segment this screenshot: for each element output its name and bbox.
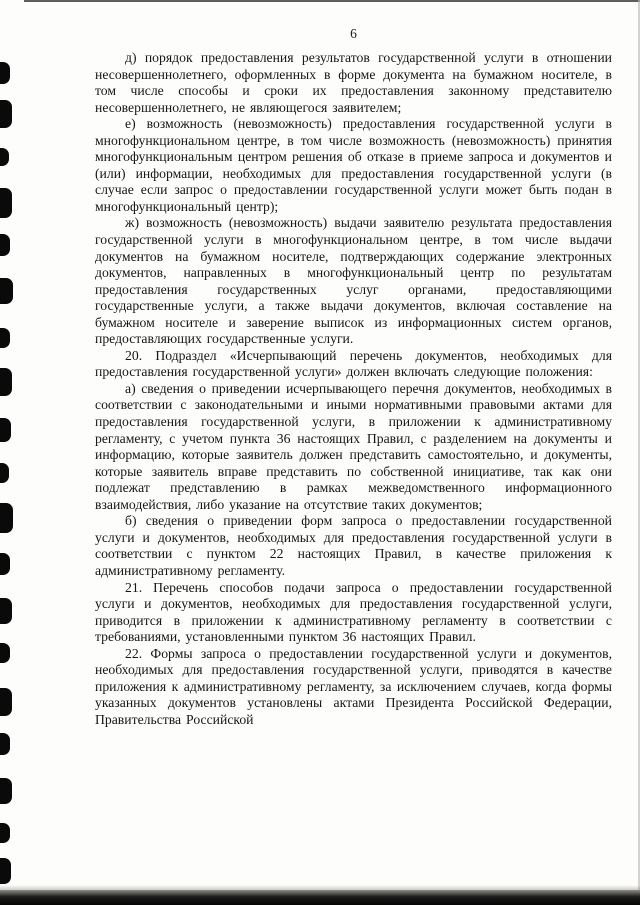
document-body xyxy=(95,50,612,728)
scan-mark xyxy=(0,858,11,884)
paragraph-a: а) сведения о приведении исчерпывающего перечня документов, необходимых в соответствии с законодательными и иными нормативными правовыми актами для предоставления государственной услуги, в приложении к административному регламенту, с учетом пункта 36 настоящих Правил, с разделением на документы и информацию, которые заявитель должен представить самостоятельно, и документы, которые заявитель вправе представить по собственной инициативе, так как они подлежат представлению в рамках межведомственного информационного взаимодействия, либо указание на отсутствие таких документов; xyxy=(95,380,612,512)
scan-mark xyxy=(0,823,10,843)
scan-mark xyxy=(0,553,10,575)
scan-mark xyxy=(0,234,10,256)
paragraph-20: 20. Подраздел «Исчерпывающий перечень документов, необходимых для предоставления государственной услуги» должен включать следующие положения: xyxy=(95,347,612,380)
scan-mark xyxy=(0,62,10,84)
scan-mark xyxy=(0,733,10,755)
scan-mark xyxy=(0,503,13,533)
page-number: 6 xyxy=(350,26,357,41)
scan-mark xyxy=(0,643,10,663)
paragraph-b: б) сведения о приведении форм запроса о предоставлении государственной услуги и документов, необходимых для предоставления государственной услуги в соответствии с пунктом 22 настоящих Правил, в качестве приложения к административному регламенту. xyxy=(95,513,612,578)
scan-mark xyxy=(0,598,12,624)
scan-mark xyxy=(0,418,11,442)
scan-mark xyxy=(0,148,9,166)
scan-mark xyxy=(0,368,12,396)
paragraph-zh: ж) возможность (невозможность) выдачи заявителю результата предоставления государственной услуги в многофункциональном центре, в том числе выдачи документов на бумажном носителе, подтверждающих содержание электронных документов, направленных в многофункциональный центр по результатам предоставления государственных услуг органами, предоставляющими государственные услуги, а также выдачи документов, включая составление на бумажном носителе и заверение выписок из информационных систем органов, предоставляющих государственные услуги. xyxy=(95,215,612,347)
scan-edge-top xyxy=(24,0,640,2)
paragraph-22: 22. Формы запроса о предоставлении государственной услуги и документов, необходимых для предоставления государственной услуги, приводятся в качестве приложения к административному регламенту, за исключением случаев, когда формы указанных документов установлены актами Президента Российской Федерации, Правительства Российской xyxy=(95,645,612,727)
scan-mark xyxy=(0,188,12,218)
scan-mark xyxy=(0,100,12,128)
scan-mark xyxy=(0,328,10,348)
paragraph-21: 21. Перечень способов подачи запроса о предоставлении государственной услуги и документов, необходимых для предоставления государственной услуги, приводится в приложении к административному регламенту в соответствии с требованиями, установленными пунктом 36 настоящих Правил. xyxy=(95,579,612,645)
scan-mark xyxy=(0,778,12,804)
scan-mark xyxy=(0,278,13,304)
paragraph-d: д) порядок предоставления результатов государственной услуги в отношении несовершеннолетнего, оформленных в форме документа на бумажном носителе, в том числе способы и сроки их предоставления законному представителю несовершеннолетнего, не являющегося заявителем; xyxy=(95,50,612,115)
scan-edge-bottom xyxy=(0,890,640,905)
paragraph-e: е) возможность (невозможность) предоставления государственной услуги в многофункциональном центре, в том числе возможность (невозможность) принятия многофункциональным центром решения об отказе в приеме запроса и документов и (или) информации, необходимых для предоставления государственной услуги (в случае если запрос о предоставлении государственной услуги может быть подан в многофункциональный центр); xyxy=(95,116,612,214)
scan-mark xyxy=(0,688,12,716)
scan-mark xyxy=(0,463,9,483)
